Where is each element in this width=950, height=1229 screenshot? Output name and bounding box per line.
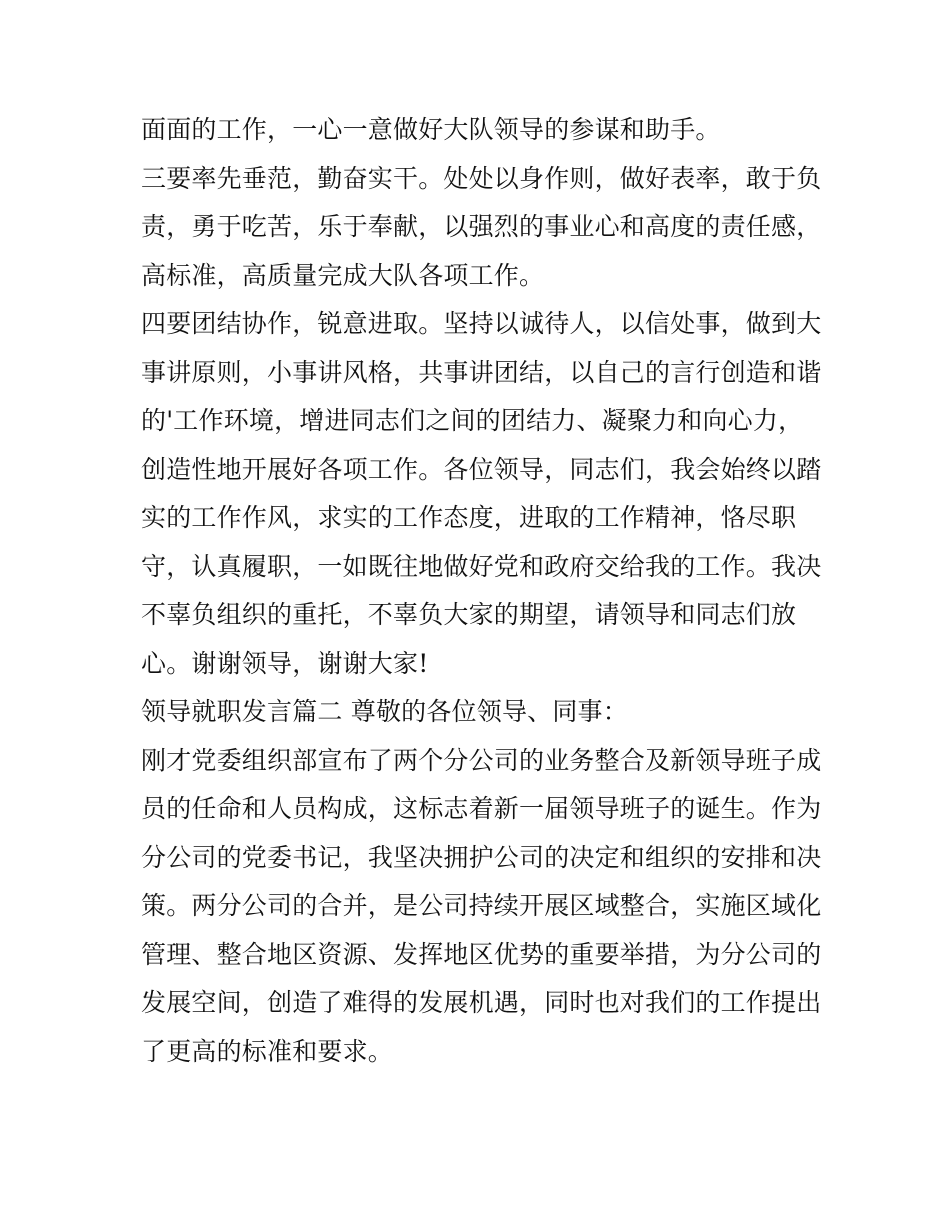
text-line: 三要率先垂范，勤奋实干。处处以身作则，做好表率，敢于负 <box>141 163 822 193</box>
text-line: 刚才党委组织部宣布了两个分公司的业务整合及新领导班子成 <box>141 745 822 775</box>
text-line: 的'工作环境，增进同志们之间的团结力、凝聚力和向心力， <box>141 406 804 435</box>
text-line: 策。两分公司的合并，是公司持续开展区域整合，实施区域化 <box>141 891 822 920</box>
text-line: 不辜负组织的重托，不辜负大家的期望，请领导和同志们放 <box>141 600 797 629</box>
text-line: 创造性地开展好各项工作。各位领导，同志们，我会始终以踏 <box>141 454 822 484</box>
document-body <box>141 106 821 1076</box>
section-heading-line: 领导就职发言篇二 尊敬的各位领导、同事： <box>141 697 628 726</box>
text-line: 了更高的标准和要求。 <box>141 1036 394 1066</box>
text-line: 责，勇于吃苦，乐于奉献，以强烈的事业心和高度的责任感， <box>141 212 822 241</box>
text-line: 事讲原则，小事讲风格，共事讲团结，以自己的言行创造和谐 <box>141 357 822 387</box>
text-line: 四要团结协作，锐意进取。坚持以诚待人，以信处事，做到大 <box>141 309 822 338</box>
text-line: 员的任命和人员构成，这标志着新一届领导班子的诞生。作为 <box>141 794 822 823</box>
text-line: 面面的工作，一心一意做好大队领导的参谋和助手。 <box>141 115 721 144</box>
text-line: 守，认真履职，一如既往地做好党和政府交给我的工作。我决 <box>141 551 822 581</box>
text-line: 管理、整合地区资源、发挥地区优势的重要举措，为分公司的 <box>141 939 822 969</box>
text-line: 实的工作作风，求实的工作态度，进取的工作精神，恪尽职 <box>141 503 797 532</box>
text-line: 发展空间，创造了难得的发展机遇，同时也对我们的工作提出 <box>141 988 822 1017</box>
text-line: 心。谢谢领导，谢谢大家! <box>141 648 429 678</box>
text-line: 高标准，高质量完成大队各项工作。 <box>141 260 545 290</box>
text-line: 分公司的党委书记，我坚决拥护公司的决定和组织的安排和决 <box>141 842 822 872</box>
